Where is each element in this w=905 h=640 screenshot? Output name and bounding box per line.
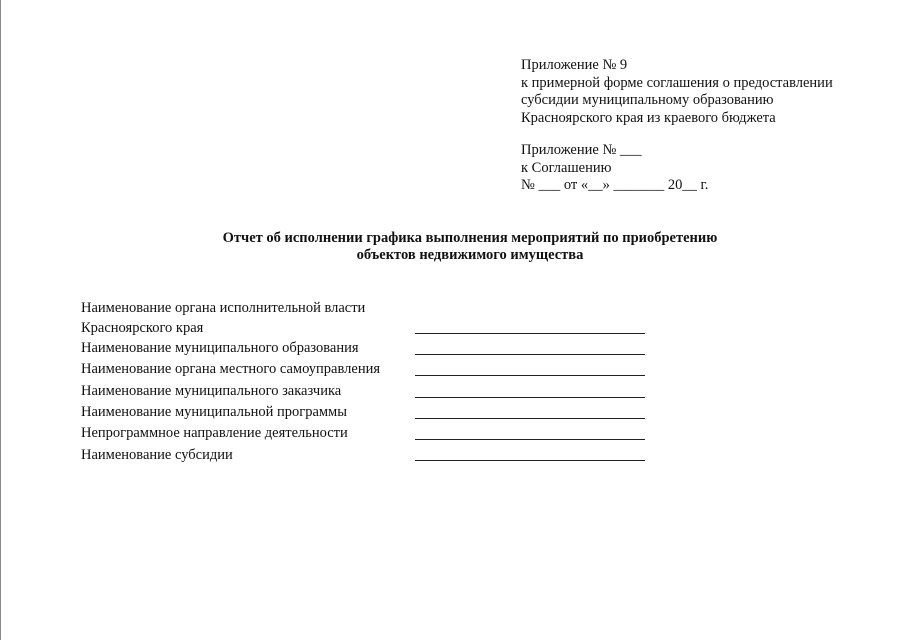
appendix-line: субсидии муниципальному образованию (521, 92, 774, 108)
agreement-number-date: № ___ от «__» _______ 20__ г. (521, 177, 709, 193)
appendix-header (521, 57, 881, 127)
municipality-field[interactable] (415, 354, 645, 355)
page-left-edge (0, 0, 1, 640)
agreement-reference (521, 142, 881, 195)
executive-body-field[interactable] (415, 333, 645, 334)
appendix-number: Приложение № 9 (521, 57, 628, 73)
municipal-program-field[interactable] (415, 418, 645, 419)
executive-body-label-continued: Красноярского края (81, 320, 204, 336)
agreement-label: к Соглашению (521, 159, 612, 176)
executive-body-label: Наименование органа исполнительной власти (81, 300, 366, 316)
municipality-label: Наименование муниципального образования (81, 340, 359, 356)
report-title-line: объектов недвижимого имущества (356, 247, 584, 263)
appendix-line: Красноярского края из краевого бюджета (521, 109, 776, 126)
municipal-customer-field[interactable] (415, 397, 645, 398)
local-government-label: Наименование органа местного самоуправления (81, 361, 381, 377)
agreement-appendix-number: Приложение № ___ (521, 142, 642, 158)
local-government-field[interactable] (415, 375, 645, 376)
report-title (150, 230, 790, 264)
appendix-line: к примерной форме соглашения о предоставлении (521, 74, 833, 91)
municipal-program-label: Наименование муниципальной программы (81, 404, 347, 420)
nonprogram-direction-field[interactable] (415, 439, 645, 440)
subsidy-field[interactable] (415, 460, 645, 461)
nonprogram-direction-label: Непрограммное направление деятельности (81, 425, 348, 441)
report-title-line: Отчет об исполнении графика выполнения мероприятий по приобретению (222, 230, 718, 246)
subsidy-label: Наименование субсидии (81, 447, 233, 463)
municipal-customer-label: Наименование муниципального заказчика (81, 383, 342, 399)
